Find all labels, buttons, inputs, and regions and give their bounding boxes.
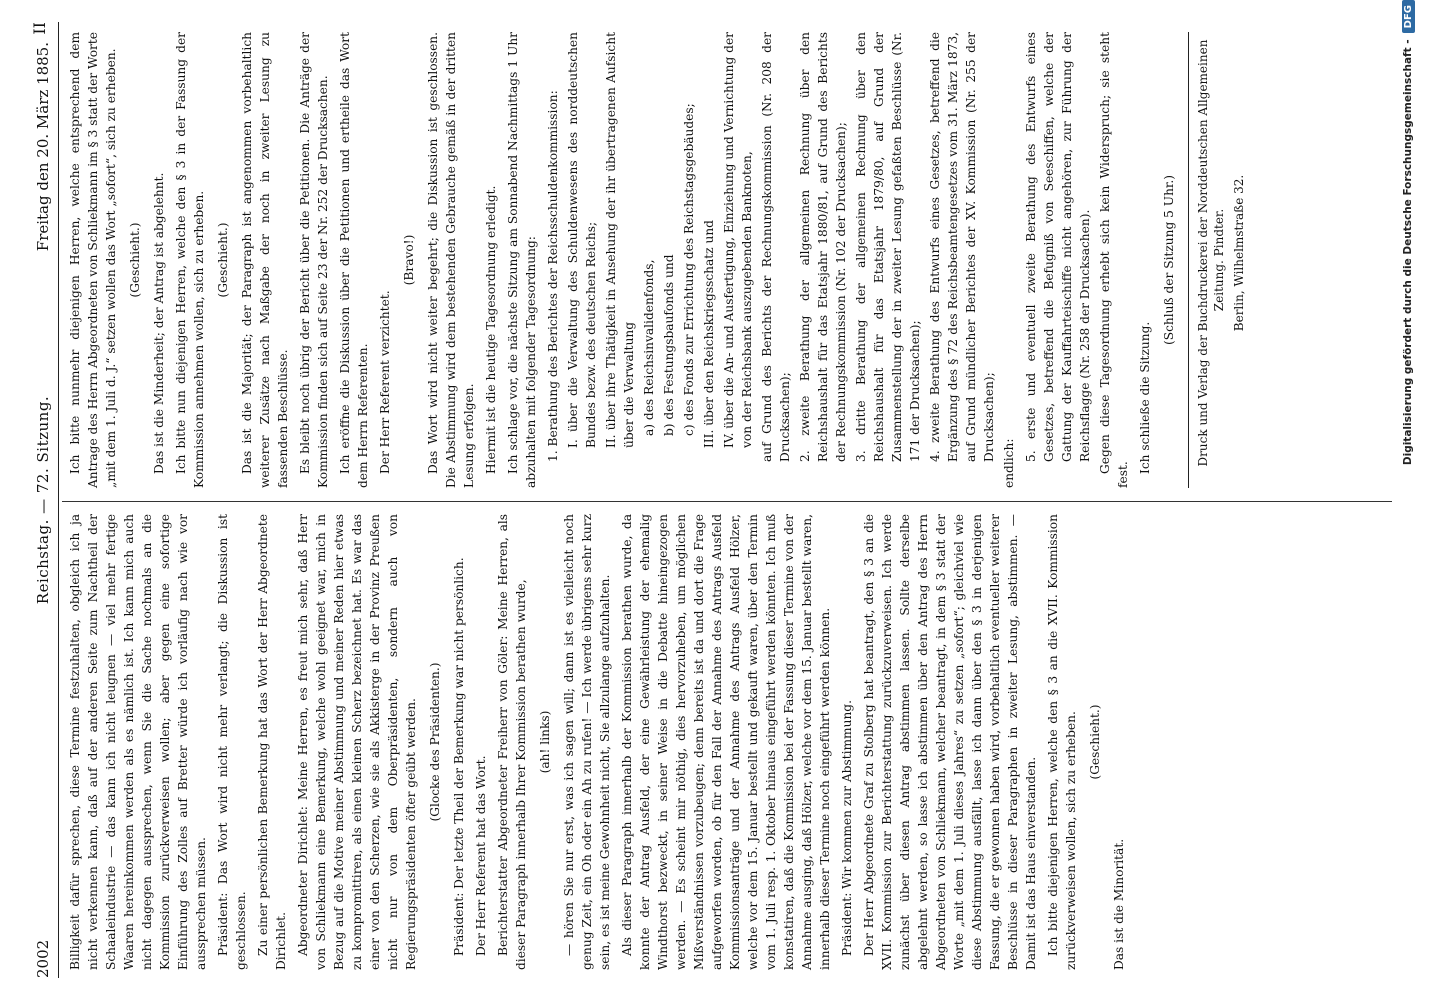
paragraph: Präsident: Wir kommen zur Abstimmung. <box>840 700 854 956</box>
right-column <box>66 32 1251 488</box>
agenda-subitem: I. über die Verwaltung des Schuldenwesens des norddeutschen Bundes bezw. des deutschen Reichs; <box>566 32 598 448</box>
digitization-text: Digitalisierung gefördert durch die Deutsche Forschungsgemeinschaft - <box>1402 39 1414 466</box>
paragraph: Präsident: Der letzte Theil der Bemerkung war nicht persönlich. <box>452 557 466 956</box>
agenda-item: 2. zweite Berathung der allgemeinen Rechnung über den Reichshaushalt für das Etatsjahr 1880/81, auf Grund des Berichts der Rechnungskommission (Nr. 102 der Drucksachen); <box>798 32 848 462</box>
agenda-subitem: II. über ihre Thätigkeit in Ansehung der ihr übertragenen Aufsicht über die Verwaltung <box>604 32 636 448</box>
header-rule <box>58 22 59 978</box>
session-title: Reichstag. — 72. Sitzung. <box>34 395 52 605</box>
stage-direction: (ah! links) <box>538 710 552 774</box>
agenda-subitem: IV. über die An- und Ausfertigung, Einziehung und Vernichtung der von der Reichsbank auszugebenden Banknoten, <box>722 32 754 448</box>
imprint-line: Druck und Verlag der Buchdruckerei der Norddeutschen Allgemeinen Zeitung. Pindter. <box>1196 39 1226 467</box>
paragraph: Hiermit ist die heutige Tagesordnung erledigt. <box>484 185 498 474</box>
page-number: 2002 <box>34 939 52 978</box>
paragraph: Ich bitte diejenigen Herren, welche den § 3 an die XVII. Kommission zurückverweisen wollen, sich zu erheben. <box>1046 514 1078 970</box>
paragraph: Ich schlage vor, die nächste Sitzung am Sonnabend Nachmittags 1 Uhr abzuhalten mit folgender Tagesordnung: <box>506 32 538 488</box>
paragraph: — hören Sie nur erst, was ich sagen will; dann ist es vielleicht noch genug Zeit, ein Oh oder ein Ah zu rufen! — Ich werde übrigens sehr kurz sein, es ist meine Gewohnheit nicht, Sie allzulange aufzuhalten. <box>562 514 612 970</box>
session-date: Freitag den 20. März 1885. <box>34 42 52 252</box>
agenda-subitem: auf Grund des Berichts der Rechnungskommission (Nr. 208 der Drucksachen); <box>760 32 792 462</box>
paragraph: Zu einer persönlichen Bemerkung hat das Wort der Herr Abgeordnete Dirichlet. <box>256 514 288 970</box>
paragraph: endlich: <box>1002 438 1016 488</box>
paragraph: Als dieser Paragraph innerhalb der Kommission berathen wurde, da konnte der Antrag Ausfeld, der eine Gewährleistung der ehemalig Windthorst bezweckt, in seiner Weise in die Debatte hineingezogen werden. — Es scheint mir nöthig, dies hervorzuheben, um möglichen Mißverständnissen vorzubeugen; denn bereits ist da und dort die Frage aufgeworfen worden, ob für den Fall der Annahme des Antrags Ausfeld Kommissionsanträge und der Annahme des Antrags Ausfeld Hölzer, welche vor dem 15. Januar bestellt und gekauft waren, über den Termin vom 1. Juli resp. 1. Oktober hinaus eingeführt werden könnten. Ich muß konstatiren, daß die Kommission bei der Fassung dieser Termine von der Annahme ausging, daß Hölzer, welche vor dem 15. Januar bestellt waren, innerhalb dieser Termine noch eingeführt werden können. <box>620 514 832 970</box>
agenda-item: 5. erste und eventuell zweite Berathung des Entwurfs eines Gesetzes, betreffend die Befugniß von Seeschiffen, welche der Gattung der Kauffahrteischiffe nicht angehören, zur Führung der Reichsflagge (Nr. 258 der Drucksachen). <box>1024 32 1092 462</box>
paragraph: Ich bitte nun diejenigen Herren, welche den § 3 in der Fassung der Kommission annehmen wollen, sich zu erheben. <box>174 32 206 488</box>
agenda-subitem: a) des Reichsinvalidenfonds, <box>642 259 656 436</box>
paragraph: Das ist die Majorität; der Paragraph ist angenommen vorbehaltlich weiterer Zusätze nach Maßgabe der noch in zweiter Lesung zu fassenden Beschlüsse. <box>240 32 290 488</box>
paragraph: Das ist die Minorität. <box>1112 838 1126 970</box>
paragraph: Der Herr Referent verzichtet. <box>378 290 392 474</box>
imprint-rule <box>1188 32 1189 488</box>
column-mark: II <box>30 22 49 35</box>
paragraph: Präsident: Das Wort wird nicht mehr verlangt; die Diskussion ist geschlossen. <box>216 514 248 970</box>
agenda-item: 3. dritte Berathung der allgemeinen Rechnung über den Reichshaushalt für das Etatsjahr 1879/80, auf Grund der Zusammenstellung der in zweiter Lesung gefaßten Beschlüsse (Nr. 171 der Drucksachen); <box>854 32 922 462</box>
paragraph: Berichterstatter Abgeordneter Freiherr von Göler: Meine Herren, als dieser Paragraph innerhalb Ihrer Kommission berathen wurde, <box>496 514 528 970</box>
agenda-subitem: III. über den Reichskriegsschatz und <box>702 220 716 448</box>
column-divider <box>62 501 1392 502</box>
paragraph: Das Wort wird nicht weiter begehrt; die Diskussion ist geschlossen. Die Abstimmung wird dem bestehenden Gebrauche gemäß in der dritten Lesung erfolgen. <box>426 32 476 488</box>
agenda-item: 1. Berathung des Berichtes der Reichsschuldenkommission: <box>546 90 560 462</box>
agenda-subitem: b) des Festungsbaufonds und <box>662 254 676 436</box>
stage-direction: (Geschieht.) <box>128 222 142 298</box>
stage-direction: (Geschieht.) <box>1088 704 1102 780</box>
page-header <box>30 22 56 978</box>
agenda-subitem: c) des Fonds zur Errichtung des Reichstagsgebäudes; <box>682 103 696 436</box>
agenda-item: 4. zweite Berathung des Entwurfs eines Gesetzes, betreffend die Ergänzung des § 72 des Reichsbeamtengesetzes vom 31. März 1873, auf Grund mündlicher Berichtes der XV. Kommission (Nr. 255 der Drucksachen); <box>928 32 996 462</box>
paragraph: Der Herr Referent hat das Wort. <box>474 755 488 956</box>
paragraph: Billigkeit dafür sprechen, diese Termine festzuhalten, obgleich ich ja nicht verkennen kann, daß auf der anderen Seite zum Nachtheil der Schaaleindustrie — das kann ich nicht leugnen — viel mehr fertige Waaren hereinkommen werden als es nämlich ist. Ich kann mich auch nicht dagegen aussprechen, wenn Sie die Sache nochmals an die Kommission zurückverweisen wollen; aber gegen eine sofortige Einführung des Zolles auf Bretter würde ich vorläufig nach wie vor aussprechen müssen. <box>68 514 208 970</box>
stage-direction: (Glocke des Präsidenten.) <box>428 662 442 822</box>
dfg-logo: DFG <box>1402 0 1415 33</box>
paragraph: Das ist die Minderheit; der Antrag ist abgelehnt. <box>152 172 166 474</box>
paragraph: Ich bitte nunmehr diejenigen Herren, welche entsprechend dem Antrage des Herrn Abgeordneten von Schliekmann im § 3 statt der Worte „mit dem 1. Juli d. J.“ setzen wollen das Wort „sofort“, sich zu erheben. <box>68 32 118 488</box>
paragraph: Ich schließe die Sitzung. <box>1138 321 1152 474</box>
paragraph: Gegen diese Tagesordnung erhebt sich kein Widerspruch; sie steht fest. <box>1098 32 1130 488</box>
stage-direction: (Bravo!) <box>402 234 416 286</box>
imprint-address: Berlin, Wilhelmstraße 32. <box>1232 174 1246 332</box>
stage-direction: (Geschieht.) <box>216 222 230 298</box>
stage-direction: (Schluß der Sitzung 5 Uhr.) <box>1162 174 1176 346</box>
paragraph: Es bleibt noch übrig der Bericht über die Petitionen. Die Anträge der Kommission finden sich auf Seite 23 der Nr. 252 der Drucksachen. <box>298 32 330 488</box>
left-column <box>66 514 1132 970</box>
paragraph: Der Herr Abgeordnete Graf zu Stolberg hat beantragt, den § 3 an die XVII. Kommission zur Berichterstattung zurückzuverweisen. Ich werde zunächst über diesen Antrag abstimmen lassen. Sollte derselbe abgelehnt werden, so lasse ich abstimmen über den Antrag des Herrn Abgeordneten von Schliekmann, welcher beantragt, in dem § 3 statt der Worte „mit dem 1. Juli dieses Jahres“ zu setzen „sofort“; gleichviel wie diese Abstimmung ausfällt, lasse ich dann über den § 3 in derjenigen Fassung, die er gewonnen haben wird, vorbehaltlich eventueller weiterer Beschlüsse in dieser Paragraphen in zweiter Lesung, abstimmen. — Damit ist das Haus einverstanden. <box>862 514 1038 970</box>
digitization-note <box>1402 0 1422 1000</box>
paragraph: Abgeordneter Dirichlet: Meine Herren, es freut mich sehr, daß Herr von Schliekmann eine Bemerkung, welche wohl geeignet war, mich in Bezug auf die Motive meiner Abstimmung und meiner Reden hier etwas zu kompromittiren, als einen kleinen Scherz bezeichnet hat. Es war das einer von den Scherzen, wie sie als Akkisterge in der Provinz Preußen nicht nur von dem Oberpräsidenten, sondern auch von Regierungspräsidenten öfter geübt werden. <box>296 514 418 970</box>
paragraph: Ich eröffne die Diskussion über die Petitionen und ertheile das Wort dem Herrn Referenten. <box>338 32 370 488</box>
